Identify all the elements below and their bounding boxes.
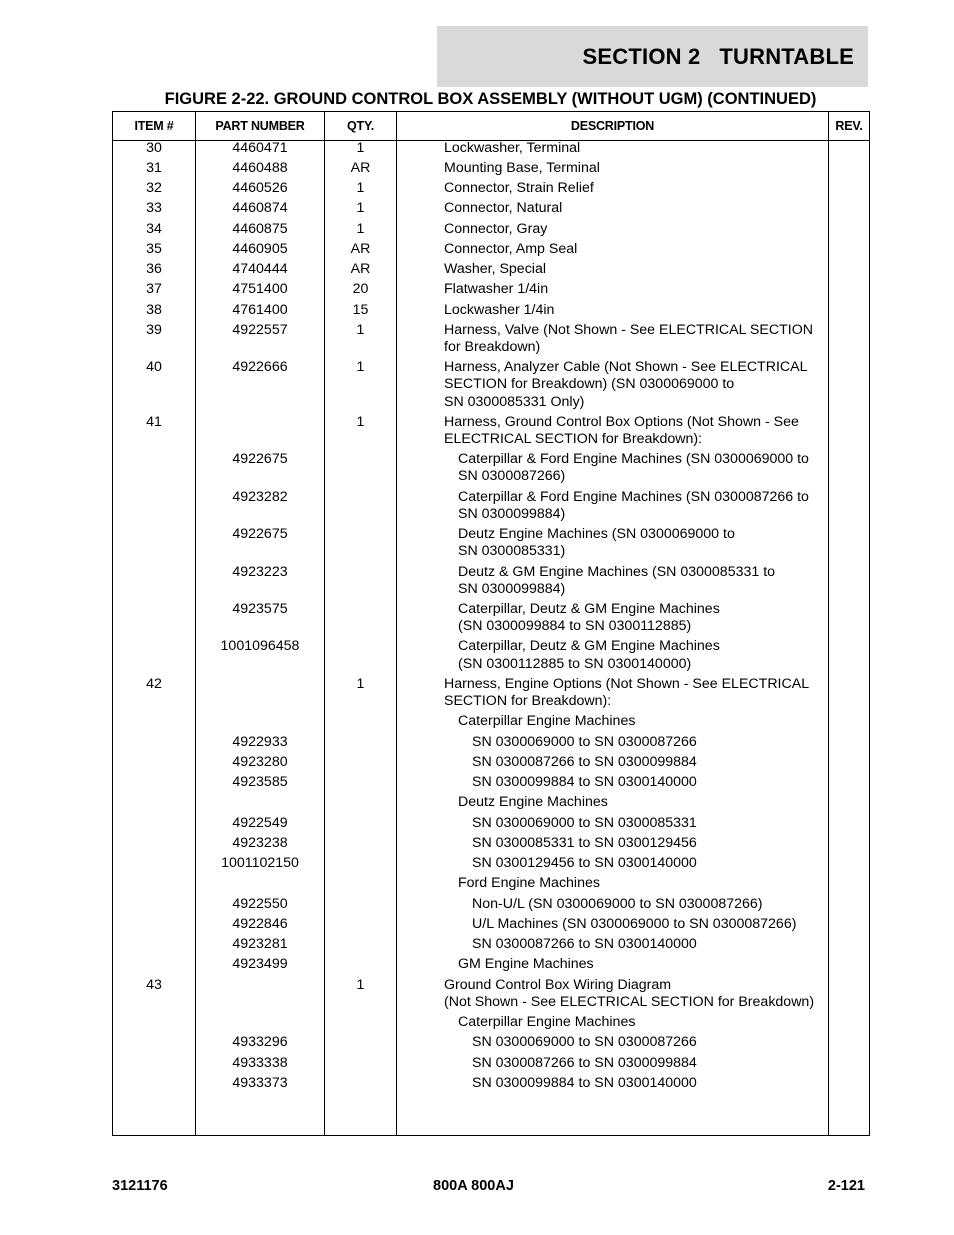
footer-page-number: 2-121 — [827, 1178, 865, 1194]
column-divider — [396, 112, 397, 1135]
quantity: AR — [350, 160, 371, 176]
description: SN 0300129456 to SN 0300140000 — [472, 855, 697, 871]
part-number: 4922675 — [232, 451, 288, 467]
item-number: 38 — [146, 302, 162, 318]
part-number: 4923575 — [232, 601, 288, 617]
part-number: 4922933 — [232, 734, 288, 750]
description: SN 0300069000 to SN 0300087266 — [472, 1034, 697, 1050]
description: SN 0300099884 to SN 0300140000 — [472, 774, 697, 790]
description: SN 0300085331 to SN 0300129456 — [472, 835, 697, 851]
description: Deutz Engine Machines (SN 0300069000 to — [458, 526, 735, 542]
footer-doc-number: 3121176 — [112, 1178, 168, 1194]
description: Connector, Strain Relief — [444, 180, 594, 196]
description: SN 0300085331 Only) — [444, 394, 585, 410]
part-number: 4922549 — [232, 815, 288, 831]
part-number: 4460488 — [232, 160, 288, 176]
quantity: 1 — [356, 414, 365, 430]
column-header-rev: REV. — [835, 119, 863, 133]
quantity: 1 — [356, 221, 365, 237]
part-number: 4923499 — [232, 956, 288, 972]
item-number: 40 — [146, 359, 162, 375]
description: Caterpillar, Deutz & GM Engine Machines — [458, 601, 720, 617]
part-number: 4923281 — [232, 936, 288, 952]
description: Harness, Analyzer Cable (Not Shown - See ELECTRICAL — [444, 359, 808, 375]
description: Mounting Base, Terminal — [444, 160, 600, 176]
description: SN 0300087266 to SN 0300099884 — [472, 1055, 697, 1071]
part-number: 1001096458 — [220, 638, 300, 654]
column-header-item: ITEM # — [134, 119, 174, 133]
quantity: AR — [350, 261, 371, 277]
part-number: 4460526 — [232, 180, 288, 196]
description: Caterpillar Engine Machines — [458, 713, 636, 729]
quantity: 1 — [356, 140, 365, 156]
quantity: 1 — [356, 359, 365, 375]
description: Deutz & GM Engine Machines (SN 0300085331 to — [458, 564, 776, 580]
section-title: SECTION 2 TURNTABLE — [582, 43, 854, 69]
section-header — [437, 26, 868, 87]
description: Harness, Valve (Not Shown - See ELECTRICAL SECTION — [444, 322, 813, 338]
description: (SN 0300112885 to SN 0300140000) — [458, 656, 692, 672]
item-number: 39 — [146, 322, 162, 338]
part-number: 4460874 — [232, 200, 288, 216]
item-number: 33 — [146, 200, 162, 216]
item-number: 31 — [146, 160, 162, 176]
quantity: AR — [350, 241, 371, 257]
column-divider — [828, 112, 829, 1135]
description: Caterpillar Engine Machines — [458, 1014, 636, 1030]
item-number: 35 — [146, 241, 162, 257]
description: U/L Machines (SN 0300069000 to SN 0300087266) — [472, 916, 797, 932]
part-number: 4460905 — [232, 241, 288, 257]
description: Flatwasher 1/4in — [444, 281, 549, 297]
part-number: 4761400 — [232, 302, 288, 318]
item-number: 36 — [146, 261, 162, 277]
footer-model: 800A 800AJ — [433, 1178, 514, 1194]
figure-title: FIGURE 2-22. GROUND CONTROL BOX ASSEMBLY (WITHOUT UGM) (CONTINUED) — [164, 90, 817, 108]
quantity: 15 — [352, 302, 369, 318]
description: Ford Engine Machines — [458, 875, 600, 891]
part-number: 4923238 — [232, 835, 288, 851]
part-number: 4923282 — [232, 489, 288, 505]
description: SN 0300069000 to SN 0300085331 — [472, 815, 697, 831]
description: SN 0300087266 to SN 0300099884 — [472, 754, 697, 770]
quantity: 1 — [356, 200, 365, 216]
description: SN 0300099884 to SN 0300140000 — [472, 1075, 697, 1091]
description: SECTION for Breakdown): — [444, 693, 612, 709]
description: SN 0300099884) — [458, 581, 566, 597]
quantity: 1 — [356, 977, 365, 993]
part-number: 4923585 — [232, 774, 288, 790]
description: Connector, Natural — [444, 200, 563, 216]
item-number: 43 — [146, 977, 162, 993]
item-number: 32 — [146, 180, 162, 196]
quantity: 1 — [356, 322, 365, 338]
quantity: 1 — [356, 180, 365, 196]
description: SN 0300087266 to SN 0300140000 — [472, 936, 697, 952]
description: SN 0300069000 to SN 0300087266 — [472, 734, 697, 750]
part-number: 4923223 — [232, 564, 288, 580]
description: Harness, Engine Options (Not Shown - See ELECTRICAL — [444, 676, 810, 692]
column-header-qty: QTY. — [347, 119, 374, 133]
description: Harness, Ground Control Box Options (Not Shown - See — [444, 414, 799, 430]
part-number: 4740444 — [232, 261, 288, 277]
description: SN 0300087266) — [458, 468, 566, 484]
part-number: 4923280 — [232, 754, 288, 770]
part-number: 4933296 — [232, 1034, 288, 1050]
description: Deutz Engine Machines — [458, 794, 608, 810]
part-number: 4922675 — [232, 526, 288, 542]
part-number: 4933373 — [232, 1075, 288, 1091]
part-number: 4922846 — [232, 916, 288, 932]
description: Caterpillar, Deutz & GM Engine Machines — [458, 638, 720, 654]
item-number: 42 — [146, 676, 162, 692]
part-number: 4922666 — [232, 359, 288, 375]
item-number: 34 — [146, 221, 162, 237]
part-number: 4922550 — [232, 896, 288, 912]
description: Lockwasher, Terminal — [444, 140, 581, 156]
column-header-description: DESCRIPTION — [570, 119, 655, 133]
part-number: 1001102150 — [221, 855, 299, 871]
description: SN 0300085331) — [458, 543, 566, 559]
item-number: 30 — [146, 140, 162, 156]
description: for Breakdown) — [444, 339, 541, 355]
quantity: 20 — [352, 281, 369, 297]
item-number: 37 — [146, 281, 162, 297]
description: (Not Shown - See ELECTRICAL SECTION for Breakdown) — [444, 994, 815, 1010]
description: Connector, Gray — [444, 221, 548, 237]
part-number: 4460875 — [232, 221, 288, 237]
part-number: 4751400 — [232, 281, 288, 297]
description: (SN 0300099884 to SN 0300112885) — [458, 618, 692, 634]
description: Caterpillar & Ford Engine Machines (SN 0300087266 to — [458, 489, 809, 505]
part-number: 4922557 — [232, 322, 288, 338]
part-number: 4460471 — [232, 140, 288, 156]
column-header-part-number: PART NUMBER — [215, 119, 305, 133]
part-number: 4933338 — [232, 1055, 288, 1071]
description: SECTION for Breakdown) (SN 0300069000 to — [444, 376, 735, 392]
description: Ground Control Box Wiring Diagram — [444, 977, 672, 993]
description: ELECTRICAL SECTION for Breakdown): — [444, 431, 703, 447]
description: Non-U/L (SN 0300069000 to SN 0300087266) — [472, 896, 763, 912]
description: Connector, Amp Seal — [444, 241, 578, 257]
description: Lockwasher 1/4in — [444, 302, 555, 318]
description: Caterpillar & Ford Engine Machines (SN 0300069000 to — [458, 451, 809, 467]
parts-table — [112, 111, 870, 1136]
item-number: 41 — [146, 414, 162, 430]
description: SN 0300099884) — [458, 506, 566, 522]
description: Washer, Special — [444, 261, 546, 277]
description: GM Engine Machines — [458, 956, 594, 972]
quantity: 1 — [356, 676, 365, 692]
